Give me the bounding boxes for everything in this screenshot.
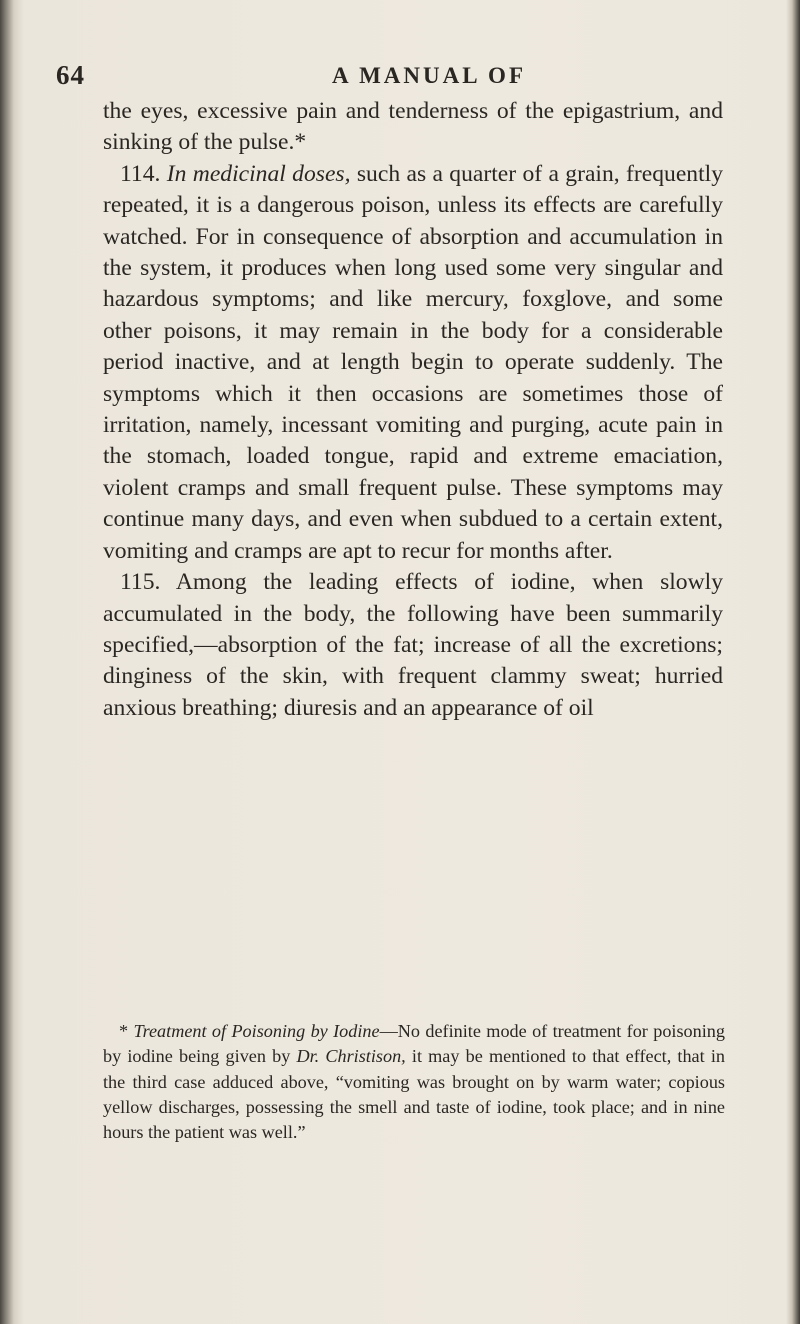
page-edge-shadow (786, 0, 800, 1324)
paragraph-text: such as a quarter of a grain, frequently repeated, it is a dangerous poison, unless its effects are carefully watched. For in consequence of absorption and accumulation in the system, it produces when long used some very singular and hazardous symptoms; and like mercury, foxglove, and some other poisons, it may remain in the body for a considerable period inactive, and at length begin to operate suddenly. The symptoms which it then occasions are sometimes those of irritation, namely, incessant vomiting and purging, acute pain in the stomach, loaded tongue, rapid and extreme emaciation, violent cramps and small frequent pulse. These symptoms may continue many days, and even when subdued to a certain extent, vomiting and cramps are apt to recur for months after. (103, 160, 723, 564)
page-header (56, 60, 756, 96)
paragraph-114 (103, 159, 723, 567)
footnote-title: Treatment of Poisoning by Iodine (133, 1021, 380, 1041)
footnote-author: Dr. Christison, (296, 1046, 406, 1067)
paragraph-115 (103, 567, 723, 724)
paragraph-text: Among the leading effects of iodine, when slowly accumulated in the body, the following have been summarily specified,—absorption of the fat; increase of all the excretions; dinginess of the skin, with frequent clammy sweat; hurried anxious breathing; diuresis and an appearance of oil (103, 569, 723, 721)
paragraph-number: 114. (120, 160, 161, 187)
running-head: A MANUAL OF (332, 63, 526, 88)
footnote-text: —No definite mode of treatment for poisoning by iodine being given by (103, 1021, 725, 1067)
body-text (103, 96, 723, 724)
paragraph-number: 115. (120, 569, 161, 596)
page-number: 64 (56, 60, 85, 90)
footnote-paragraph (103, 1019, 725, 1145)
paragraph-text: the eyes, excessive pain and tenderness of the epigastrium, and sinking of the pulse.* (103, 98, 723, 156)
footnote-marker: * (119, 1021, 129, 1041)
footnote-text: it may be mentioned to that effect, that in the third case adduced above, “vomiting was brought on by warm water; copious yellow discharges, possessing the smell and taste of iodine, took place; and in nine hours the patient was well.” (103, 1046, 725, 1143)
footnote (103, 1019, 725, 1145)
paragraph-italic-lead: In medicinal doses, (166, 160, 351, 187)
paragraph-continuation (103, 96, 723, 159)
